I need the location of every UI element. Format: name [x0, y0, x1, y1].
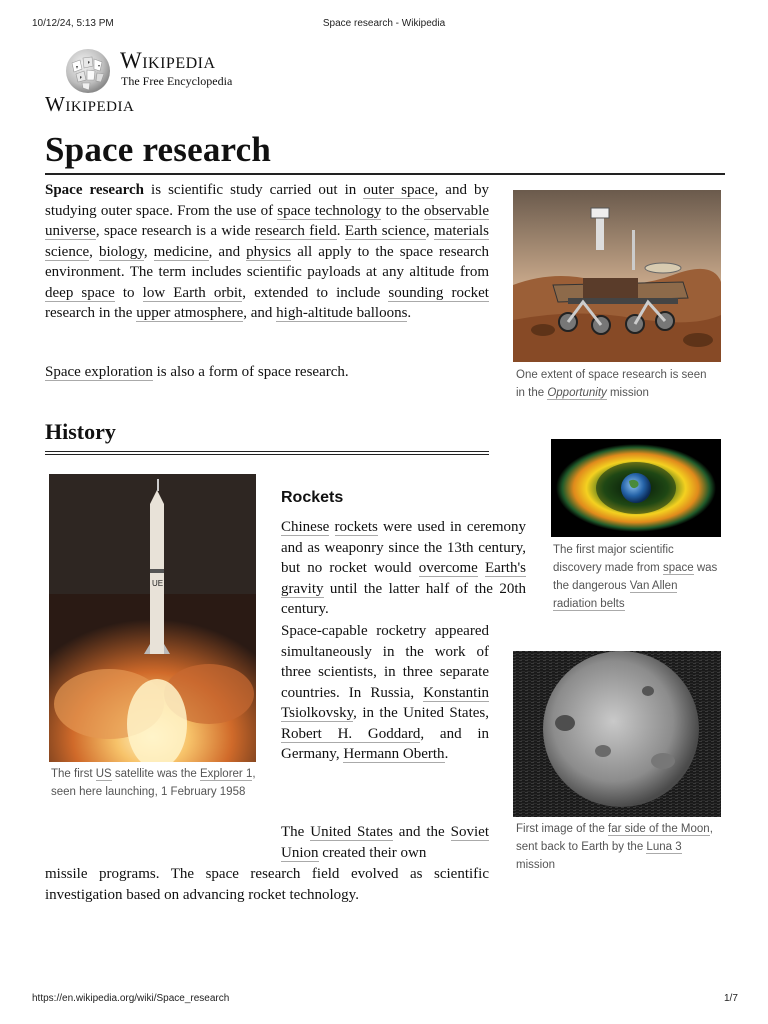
intro-paragraph [45, 180, 489, 324]
text: Space-capable rocketry appeared simultaneously in the work of three scientists, in three separate countries. In Russia, [281, 623, 489, 701]
text: , and [243, 305, 277, 321]
link-united-states[interactable]: United States [310, 824, 393, 840]
van-allen-belts-image[interactable] [551, 439, 721, 537]
wikipedia-wordmark[interactable]: Wikipedia [120, 48, 216, 73]
text: , [89, 243, 99, 260]
link-research-field[interactable]: research field [254, 223, 337, 239]
text: , in the United States, [353, 705, 489, 721]
history-divider [45, 451, 489, 455]
text: The first [51, 768, 96, 780]
wikipedia-globe-logo[interactable] [64, 47, 112, 95]
text: to the [381, 202, 425, 219]
link-space-exploration[interactable]: Space exploration [45, 364, 153, 380]
link-biology[interactable]: biology [98, 243, 144, 260]
rockets-paragraph-continued [281, 621, 489, 765]
text: is also a form of space research. [152, 364, 349, 380]
link-chinese[interactable]: Chinese [281, 519, 330, 535]
explorer-1-launch-image[interactable] [49, 474, 256, 762]
text: all apply to the space research environment. The term includes scientific payloads at any altitude from [45, 243, 490, 280]
text: research in the [45, 305, 137, 321]
intro-bold-term: Space research [45, 182, 144, 198]
link-overcome[interactable]: overcome [418, 560, 478, 576]
rover-image[interactable] [513, 190, 721, 362]
text: is scientific study carried out in [143, 182, 364, 198]
far-side-moon-image[interactable] [513, 651, 721, 817]
link-us[interactable]: US [95, 768, 112, 780]
text: , sent back to Earth by the [516, 823, 713, 853]
link-sounding-rocket[interactable]: sounding rocket [388, 284, 489, 301]
print-page-title: Space research - Wikipedia [322, 18, 446, 29]
link-materials-science[interactable]: materials science [45, 223, 490, 260]
page-title: Space research [45, 130, 272, 169]
wikipedia-tagline: The Free Encyclopedia [121, 74, 233, 88]
text: , extended to include [242, 284, 389, 301]
link-earths-gravity[interactable]: Earth's gravity [281, 560, 526, 597]
far-side-moon-caption [516, 820, 716, 874]
link-medicine[interactable]: medicine [153, 243, 209, 260]
link-robert-h-goddard[interactable]: Robert H. Goddard [281, 725, 421, 742]
text: to [114, 284, 143, 301]
link-low-earth-orbit[interactable]: low Earth orbit [142, 284, 243, 301]
link-high-altitude-balloons[interactable]: high-altitude balloons [276, 305, 408, 321]
rockets-heading: Rockets [281, 489, 344, 506]
text: and the [392, 824, 451, 840]
link-soviet-union[interactable]: Soviet Union [281, 824, 489, 861]
text: , space research is a wide [95, 223, 255, 239]
text: . [444, 746, 449, 762]
van-allen-caption [553, 541, 723, 613]
print-page-number: 1/7 [724, 993, 738, 1004]
link-explorer-1[interactable]: Explorer 1 [199, 768, 253, 780]
text: until the latter half of the 20th century. [281, 580, 526, 617]
text: The [281, 824, 311, 840]
svg-text:UE: UE [152, 579, 164, 588]
link-observable-universe[interactable]: observable universe [45, 202, 490, 239]
text: , [143, 243, 154, 260]
print-datetime: 10/12/24, 5:13 PM [32, 18, 114, 29]
text: , and by studying outer space. From the use of [45, 182, 489, 219]
link-opportunity[interactable]: Opportunity [547, 387, 607, 399]
link-far-side-of-the-moon[interactable]: far side of the Moon [608, 823, 710, 835]
text: , and [208, 243, 247, 260]
title-divider [45, 173, 725, 175]
link-luna-3[interactable]: Luna 3 [646, 841, 682, 853]
wikipedia-wordmark-small: Wikipedia [45, 92, 135, 116]
history-heading: History [45, 419, 116, 444]
text: , [425, 223, 435, 239]
text: mission [606, 387, 649, 399]
link-hermann-oberth[interactable]: Hermann Oberth [343, 746, 445, 762]
text: The first major scientific discovery made from [553, 544, 674, 574]
text: . [407, 305, 412, 321]
link-physics[interactable]: physics [246, 243, 292, 260]
text: , seen here launching, 1 February 1958 [51, 768, 256, 798]
text: , and in Germany, [281, 725, 489, 762]
text: were used in ceremony and as weaponry since the 13th century, but no rocket would [281, 519, 526, 576]
rockets-paragraph [281, 517, 526, 620]
explorer-1-caption [51, 765, 256, 801]
link-outer-space[interactable]: outer space [363, 182, 435, 198]
link-van-allen-radiation-belts[interactable]: Van Allen radiation belts [553, 580, 678, 610]
text: satellite was the [111, 768, 200, 780]
print-url: https://en.wikipedia.org/wiki/Space_research [32, 993, 230, 1004]
link-deep-space[interactable]: deep space [45, 284, 115, 301]
programs-paragraph [281, 822, 489, 863]
link-konstantin-tsiolkovsky[interactable]: Konstantin Tsiolkovsky [281, 684, 489, 721]
text [329, 519, 334, 535]
link-upper-atmosphere[interactable]: upper atmosphere [136, 305, 244, 321]
programs-paragraph-continued: missile programs. The space research field evolved as scientific investigation based on advancing rocket technology. [45, 866, 489, 903]
text: was the dangerous [553, 562, 718, 592]
rover-caption [516, 366, 716, 402]
text: created their own [318, 844, 427, 861]
link-earth-science[interactable]: Earth science [344, 223, 426, 239]
link-rockets[interactable]: rockets [334, 519, 378, 535]
space-exploration-paragraph [45, 362, 489, 383]
text: mission [516, 859, 555, 871]
link-space-technology[interactable]: space technology [277, 202, 382, 219]
text: . [336, 223, 345, 239]
link-space[interactable]: space [662, 562, 694, 574]
text [478, 560, 485, 576]
text: First image of the [516, 823, 609, 835]
text: One extent of space research is seen in the [516, 369, 707, 399]
